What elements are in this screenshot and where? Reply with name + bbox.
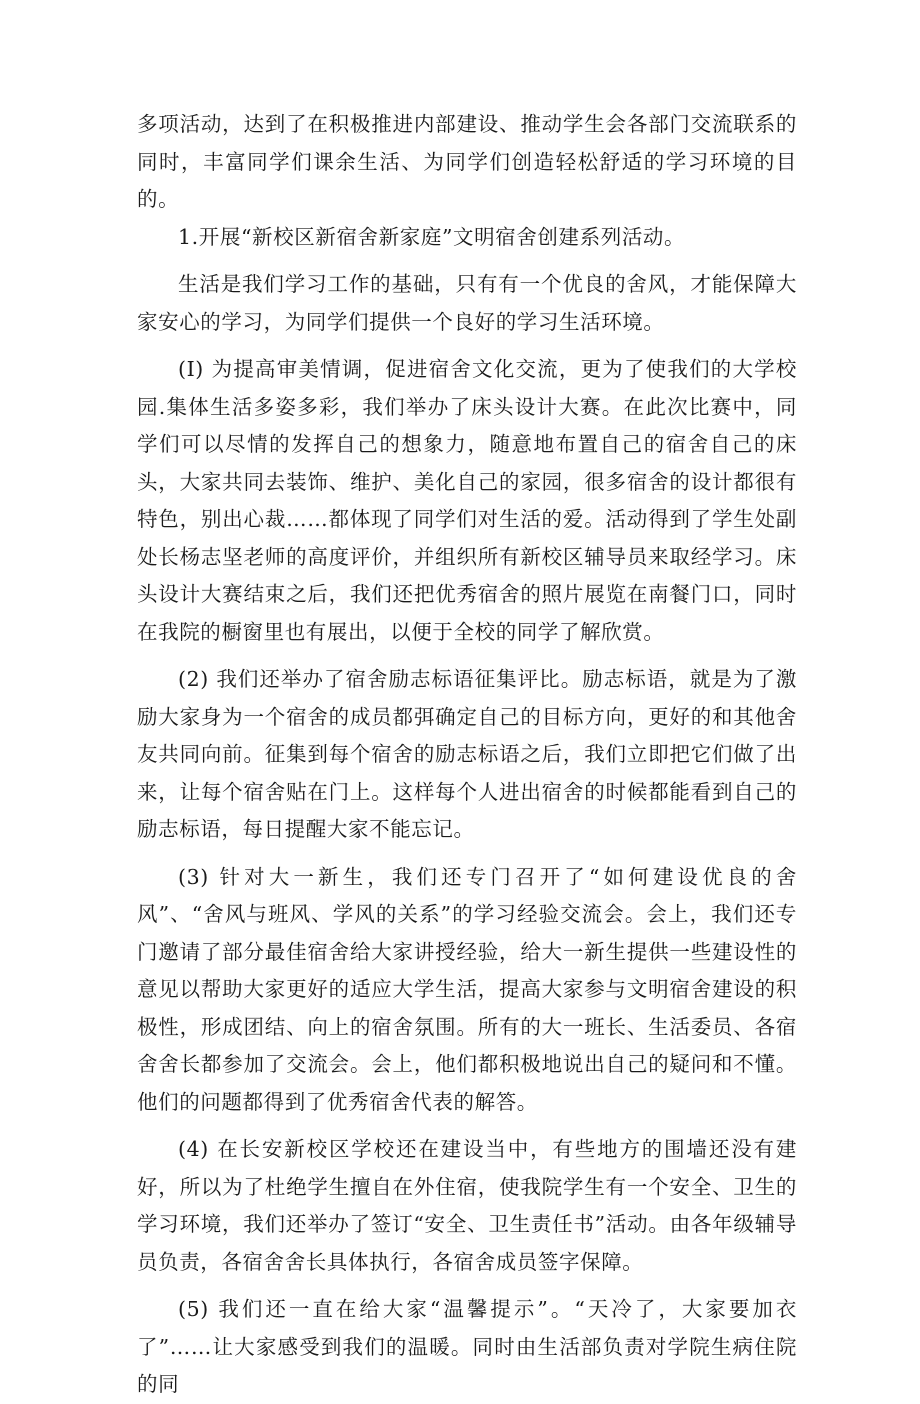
paragraph-item-3: (3) 针对大一新生，我们还专门召开了“如何建设优良的舍风”、“舍风与班风、学风的关系”的学习经验交流会。会上，我们还专门邀请了部分最佳宿舍给大家讲授经验，给大一新生提供一些建设性的意见以帮助大家更好的适应大学生活，提高大家参与文明宿舍建设的积极性，形成团结、向上的宿舍氛围。所有的大一班长、生活委员、各宿舍舍长都参加了交流会。会上，他们都积极地说出自己的疑问和不懂。他们的问题都得到了优秀宿舍代表的解答。: [137, 864, 797, 1114]
paragraph-item-2: (2) 我们还举办了宿舍励志标语征集评比。励志标语，就是为了激励大家身为一个宿舍的成员都弭确定自己的目标方向，更好的和其他舍友共同向前。征集到每个宿舍的励志标语之后，我们立即把它们做了出来，让每个宿舍贴在门上。这样每个人进出宿舍的时候都能看到自己的励志标语，每日提醒大家不能忘记。: [137, 667, 797, 841]
document-page: [137, 106, 797, 1404]
paragraph-item-5: (5) 我们还一直在给大家“温馨提示”。“天冷了，大家要加衣了”……让大家感受到我们的温暖。同时由生活部负责对学院生病住院的同: [137, 1297, 797, 1396]
section-heading: 1.开展“新校区新宿舍新家庭”文明宿舍创建系列活动。: [178, 224, 686, 249]
paragraph-item-1: (I) 为提高审美情调，促进宿舍文化交流，更为了使我们的大学校园.集体生活多姿多彩，我们举办了床头设计大赛。在此次比赛中，同学们可以尽情的发挥自己的想象力，随意地布置自己的宿舍自己的床头，大家共同去装饰、维护、美化自己的家园，很多宿舍的设计都很有特色，别出心裁……都体现了同学们对生活的爱。活动得到了学生处副处长杨志坚老师的高度评价，并组织所有新校区辅导员来取经学习。床头设计大赛结束之后，我们还把优秀宿舍的照片展览在南餐门口，同时在我院的橱窗里也有展出，以便于全校的同学了解欣赏。: [137, 357, 797, 644]
paragraph-item-4: (4) 在长安新校区学校还在建设当中，有些地方的围墙还没有建好，所以为了杜绝学生擅自在外住宿，使我院学生有一个安全、卫生的学习环境，我们还举办了签订“安全、卫生责任书”活动。由各年级辅导员负责，各宿舍舍长具体执行，各宿舍成员签字保障。: [137, 1137, 797, 1274]
paragraph-continuation: 多项活动，达到了在积极推进内部建设、推动学生会各部门交流联系的同时，丰富同学们课余生活、为同学们创造轻松舒适的学习环境的目的。: [137, 112, 797, 211]
paragraph-intro: 生活是我们学习工作的基础，只有有一个优良的舍风，才能保障大家安心的学习，为同学们提供一个良好的学习生活环境。: [137, 272, 797, 334]
